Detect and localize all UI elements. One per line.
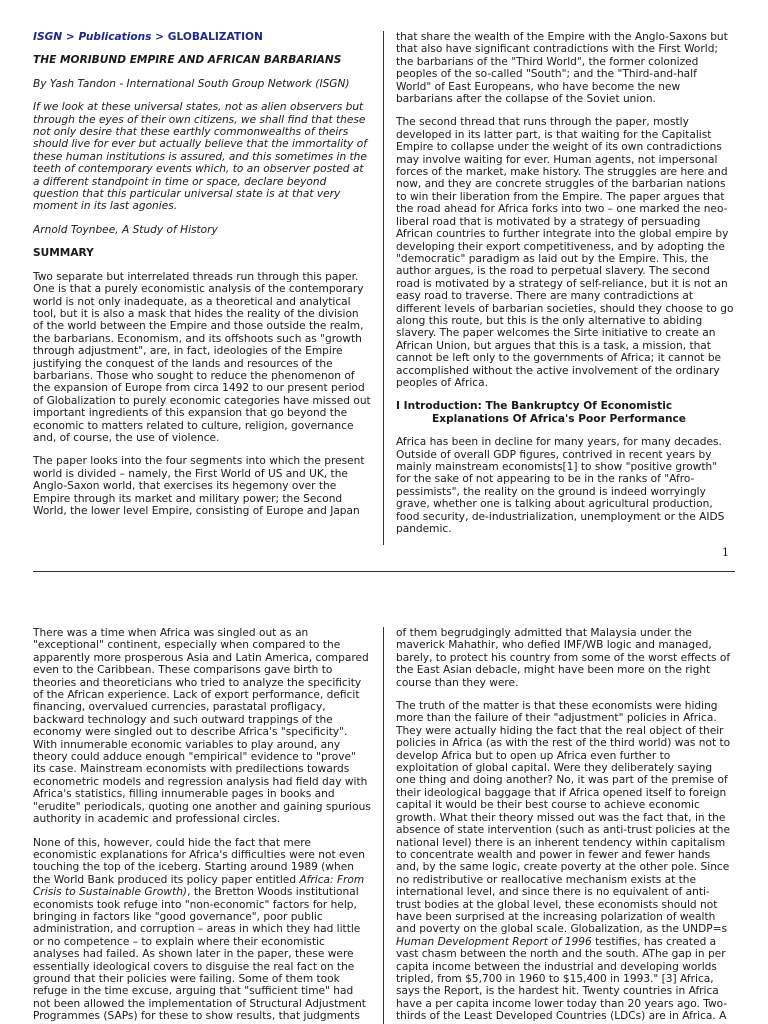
body-paragraph: that share the wealth of the Empire with the Anglo-Saxons but that also have significant contradictions with the First World; the barbarians of the "Third World", the former colonized peoples of the so-called "South"; and the "Third-and-half World" of East Europeans, who have become the new barbarians after the collapse of the Soviet union. bbox=[396, 31, 728, 106]
text-run-italic: Africa: From Crisis to Sustainable Growth) bbox=[33, 873, 365, 899]
page2-right-column bbox=[396, 627, 734, 1024]
breadcrumb-home-link[interactable]: ISGN bbox=[33, 31, 63, 43]
author-byline: By Yash Tandon - International South Group Network (ISGN) bbox=[33, 77, 350, 90]
body-paragraph bbox=[396, 700, 734, 1023]
text-run: , the Bretton Woods institutional economists took refuge into "non-economic" factors for help, bringing in factors like "good governance", poor public administration, and corruption – areas in which they had little or no competence – to explain where their economistic analyses had failed. As shown later in the paper, these were essentially ideological covers to disguise the real fact on the ground that their policies were failing. Some of them took refuge in the time excuse, arguing that "sufficient time" had not been allowed the implementation of Structural Adjustment Programmes (SAPs) for these to show results, that judgments bbox=[33, 886, 366, 1023]
text-run: testifies, has created a vast chasm between the north and the south. AThe gap in per capita income between the industrial and developing worlds tripled, from $5,700 in 1960 to $15,400 in 1993." [3] Africa, says the Report, is the hardest hit. Twenty countries in Africa have a per capita income lower today than 20 years ago. Two-thirds of the Least Developed Countries (LDCs) are in Africa. A bbox=[396, 935, 728, 1023]
text-run: None of this, however, could hide the fact that mere economistic explanations for Africa's difficulties were not even touching the top of the iceberg. Starting around 1989 (when the World Bank produced its policy paper entitled bbox=[33, 836, 366, 886]
page2-left-column bbox=[33, 627, 371, 1024]
summary-heading: SUMMARY bbox=[33, 247, 94, 260]
summary-paragraph: Two separate but interrelated threads run through this paper. One is that a purely economistic analysis of the contemporary world is not only inadequate, as a theoretical and analytical tool, but it is also a mask that hides the reality of the division of the world between the Empire and those outside the realm, the barbarians. Economism, and its offshoots such as "growth through adjustment", are, in fact, ideologies of the Empire justifying the conquest of the lands and resources of the barbarians. Those who sought to reduce the phenomenon of the expansion of Europe from circa 1492 to our present period of Globalization to purely economic categories have missed out important ingredients of this expansion that go beyond the economic to matters related to culture, religion, governance and, of course, the use of violence. bbox=[33, 270, 371, 444]
body-paragraph bbox=[33, 837, 371, 1023]
text-run: The truth of the matter is that these economists were hiding more than the failure of their "adjustment" policies in Africa. They were actually hiding the fact that the real object of their policies in Africa (as with the rest of the third world) was not to develop Africa but to open up Africa even further to exploitation of global capital. Were they deliberately saying one thing and doing another? No, it was part of the premise of their ideological baggage that if Africa opened itself to foreign capital it would be their best course to achieve economic growth. What their theory missed out was the fact that, in the absence of state intervention (such as anti-trust policies at the national level) there is an inherent tendency within capitalism to concentrate wealth and power in fewer and fewer hands and, by the same logic, create poverty at the other pole. Since no redistributive or reallocative mechanism exists at the international level, and since there is no equivalent of anti-trust bodies at the global level, these economists should not have been surprised at the increasing polarization of wealth and poverty on the global scale. Globalization, as the UNDP=s bbox=[396, 700, 731, 936]
document-title: THE MORIBUND EMPIRE AND AFRICAN BARBARIANS bbox=[33, 54, 342, 67]
epigraph-quote: If we look at these universal states, not as alien observers but through the eyes of their own citizens, we shall find that these not only desire that these earthly commonwealths of theirs should live for ever but actually believe that the immortality of these human institutions is assured, and this sometimes in the teeth of contemporary events which, to an observer posted at a different standpoint in time or space, declare beyond question that this particular universal state is at that very moment in its last agonies. bbox=[33, 101, 368, 213]
summary-paragraph: The paper looks into the four segments into which the present world is divided – namely, the First World of US and UK, the Anglo-Saxon world, that exercises its hegemony over the Empire through its market and military power; the Second World, the lower level Empire, consisting of Europe and Japan bbox=[33, 455, 365, 517]
breadcrumb-publications-link[interactable]: Publications bbox=[78, 31, 152, 43]
column-divider bbox=[383, 31, 384, 545]
breadcrumb bbox=[33, 31, 371, 43]
page1-right-column bbox=[396, 31, 734, 546]
column-divider bbox=[383, 627, 384, 1024]
page-number: 1 bbox=[722, 546, 729, 559]
section-heading bbox=[396, 400, 734, 425]
body-paragraph: of them begrudgingly admitted that Malaysia under the maverick Mahathir, who defied IMF/WB logic and managed, barely, to protect his country from some of the worst effects of the East Asian debacle, might have been more on the right course than they were. bbox=[396, 627, 731, 689]
body-paragraph: Africa has been in decline for many years, for many decades. Outside of overall GDP figures, contrived in recent years by mainly mainstream economists[1] to show "positive growth" for the sake of not appearing to be in the ranks of "Afro-pessimists", the reality on the ground is indeed worryingly grave, whether one is talking about agricultural production, food security, de-industrialization, unemployment or the AIDS pandemic. bbox=[396, 436, 725, 536]
page1-left-column bbox=[33, 31, 371, 546]
page-divider bbox=[33, 571, 735, 572]
body-paragraph: The second thread that runs through the paper, mostly developed in its latter part, is that waiting for the Capitalist Empire to collapse under the weight of its own contradictions may involve waiting for ever. Human agents, not impersonal forces of the market, make history. The struggles are here and now, and they are concrete struggles of the barbarian nations to win their liberation from the Empire. The paper argues that the road ahead for Africa forks into two – one marked the neo-liberal road that is motivated by a strategy of persuading African countries to further integrate into the global empire by developing their export competitiveness, and by adopting the "democratic" paradigm as laid out by the Empire. This, the author argues, is the road to perpetual slavery. The second road is motivated by a strategy of self-reliance, but it is not an easy road to traverse. There are many contradictions at different levels of barbarian societies, should they choose to go along this route, but this is the only alternative to abiding slavery. The paper welcomes the Sirte initiative to create an African Union, but argues that this is a task, a mission, that cannot be left only to the governments of Africa; it cannot be accomplished without the active involvement of the ordinary peoples of Africa. bbox=[396, 116, 734, 389]
text-run-italic: Human Development Report of 1996 bbox=[396, 935, 592, 948]
section-heading-line: I Introduction: The Bankruptcy Of Economistic bbox=[396, 400, 673, 413]
epigraph-attribution: Arnold Toynbee, A Study of History bbox=[33, 223, 218, 236]
section-heading-line: Explanations Of Africa's Poor Performance bbox=[432, 412, 686, 425]
breadcrumb-current: GLOBALIZATION bbox=[167, 31, 263, 43]
body-paragraph: There was a time when Africa was singled out as an "exceptional" continent, especially when compared to the apparently more prosperous Asia and Latin America, compared even to the Caribbean. These comparisons gave birth to theories and theoreticians who tried to analyze the specificity of the African experience. Lack of export performance, deficit financing, overvalued currencies, parastatal profligacy, backward technology and such outward trappings of the economy were singled out to describe Africa's "specificity". With innumerable economic variables to play around, any theory could adduce enough "empirical" evidence to "prove" its case. Mainstream economists with predilections towards econometric models and regression analysis had field day with Africa's statistics, filling innumerable pages in books and "erudite" periodicals, quoting one another and gaining spurious authority in academic and professional circles. bbox=[33, 627, 371, 826]
breadcrumb-separator: > bbox=[65, 31, 75, 43]
breadcrumb-separator: > bbox=[155, 31, 165, 43]
